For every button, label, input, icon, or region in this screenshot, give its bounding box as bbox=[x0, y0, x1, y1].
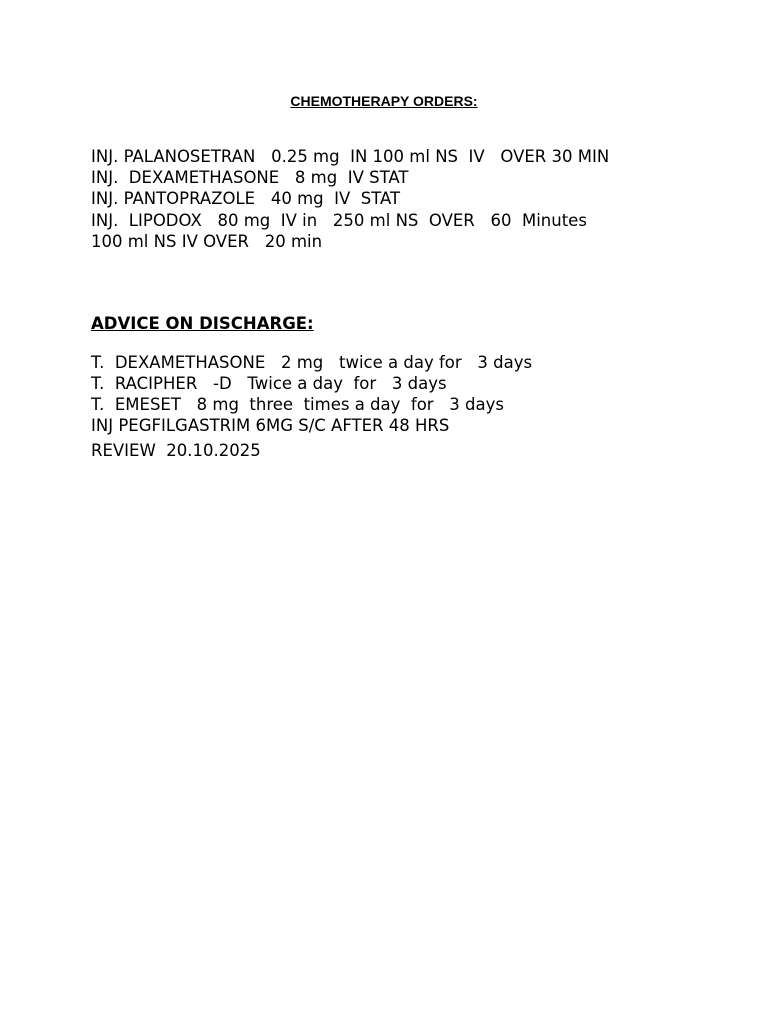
discharge-item-pegfilgastrim: INJ PEGFILGASTRIM 6MG S/C AFTER 48 HRS bbox=[91, 416, 450, 435]
discharge-item-racipher: T. RACIPHER -D Twice a day for 3 days bbox=[91, 374, 447, 393]
document-title: CHEMOTHERAPY ORDERS: bbox=[290, 93, 478, 109]
chemo-order-ns-flush: 100 ml NS IV OVER 20 min bbox=[91, 232, 323, 251]
review-date: REVIEW 20.10.2025 bbox=[91, 441, 261, 460]
discharge-item-dexamethasone: T. DEXAMETHASONE 2 mg twice a day for 3 days bbox=[91, 353, 533, 372]
chemo-order-palanosetran: INJ. PALANOSETRAN 0.25 mg IN 100 ml NS IV OVER 30 MIN bbox=[91, 147, 610, 166]
discharge-heading: ADVICE ON DISCHARGE: bbox=[91, 314, 314, 333]
chemo-order-pantoprazole: INJ. PANTOPRAZOLE 40 mg IV STAT bbox=[91, 189, 401, 208]
chemo-order-dexamethasone: INJ. DEXAMETHASONE 8 mg IV STAT bbox=[91, 168, 409, 187]
chemo-order-lipodox: INJ. LIPODOX 80 mg IV in 250 ml NS OVER 60 Minutes bbox=[91, 211, 587, 230]
discharge-item-emeset: T. EMESET 8 mg three times a day for 3 days bbox=[91, 395, 504, 414]
